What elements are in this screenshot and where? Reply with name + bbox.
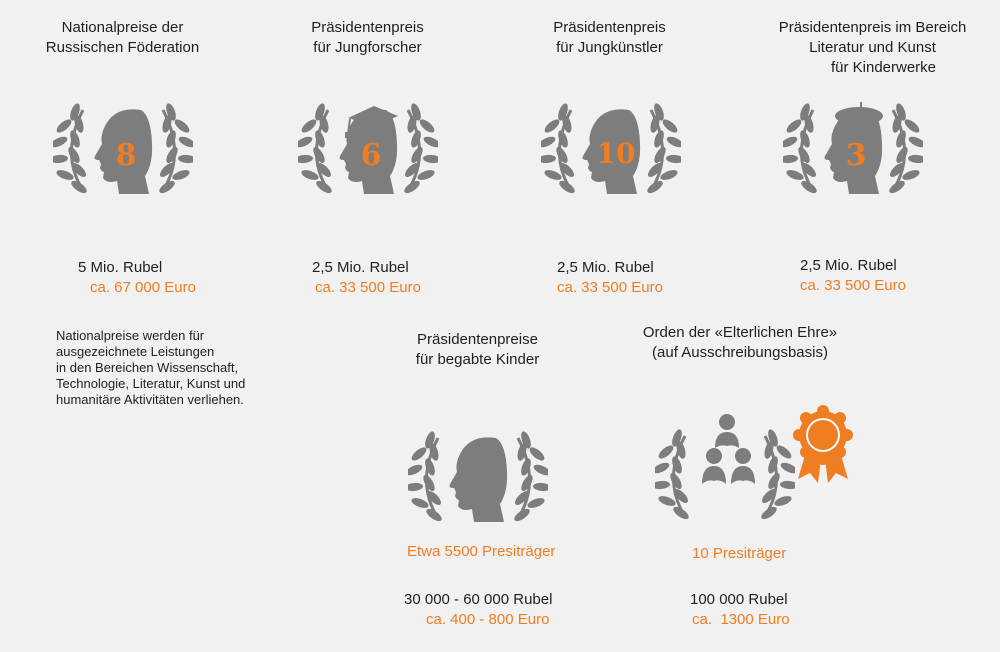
kids-award-title: Präsidentenpreise für begabte Kinder (415, 331, 540, 368)
award-amount-block (312, 258, 462, 298)
head-silhouette-icon (450, 437, 508, 522)
kids-award-winners: Etwa 5500 Presiträger (407, 543, 556, 560)
laurel-wreath-icon (541, 92, 681, 207)
award-euro: ca. 33 500 Euro (800, 277, 906, 294)
award-amount-block (800, 256, 950, 296)
award-title: Präsidentenpreis für Jungforscher (311, 19, 424, 56)
award-euro: ca. 67 000 Euro (90, 279, 196, 296)
award-amount-block (557, 258, 707, 298)
award-amount-block (78, 258, 228, 298)
award-amount: 2,5 Mio. Rubel (800, 257, 897, 274)
info-note: Nationalpreise werden für ausgezeichnete Leistungen in den Bereichen Wissenschaft, Technologie, Literatur, Kunst und humanitäre Aktivitäten verliehen. (56, 328, 246, 407)
kids-award-euro: ca. 400 - 800 Euro (426, 611, 550, 628)
award-count: 10 (596, 137, 636, 170)
parents-award-euro: ca. 1300 Euro (692, 611, 790, 628)
award-amount: 5 Mio. Rubel (78, 259, 163, 276)
parents-award-title: Orden der «Elterlichen Ehre» (auf Ausschreibungsbasis) (642, 324, 838, 361)
award-euro: ca. 33 500 Euro (557, 279, 663, 296)
award-count: 6 (360, 138, 382, 173)
award-amount: 2,5 Mio. Rubel (557, 259, 654, 276)
laurel-wreath-icon (655, 410, 795, 535)
parents-award-winners: 10 Presiträger (692, 545, 787, 562)
award-count: 8 (115, 138, 137, 173)
parents-award-amount-block (690, 590, 850, 630)
laurel-wreath-icon (783, 92, 923, 207)
award-euro: ca. 33 500 Euro (315, 279, 421, 296)
award-title: Nationalpreise der Russischen Föderation (45, 19, 200, 56)
kids-award-amount-block (404, 590, 584, 630)
kids-award-amount: 30 000 - 60 000 Rubel (404, 591, 553, 608)
award-title: Präsidentenpreis im Bereich Literatur und Kunst für Kinderwerke (778, 19, 967, 76)
children-icon (702, 414, 755, 484)
laurel-wreath-icon (298, 92, 438, 207)
laurel-wreath-icon (408, 420, 548, 535)
award-count: 3 (845, 138, 867, 173)
beret-icon (835, 102, 883, 125)
award-amount: 2,5 Mio. Rubel (312, 259, 409, 276)
medal-rosette-icon (790, 405, 856, 483)
laurel-wreath-icon (53, 92, 193, 207)
award-title: Präsidentenpreis für Jungkünstler (553, 19, 666, 56)
parents-award-amount: 100 000 Rubel (690, 591, 788, 608)
